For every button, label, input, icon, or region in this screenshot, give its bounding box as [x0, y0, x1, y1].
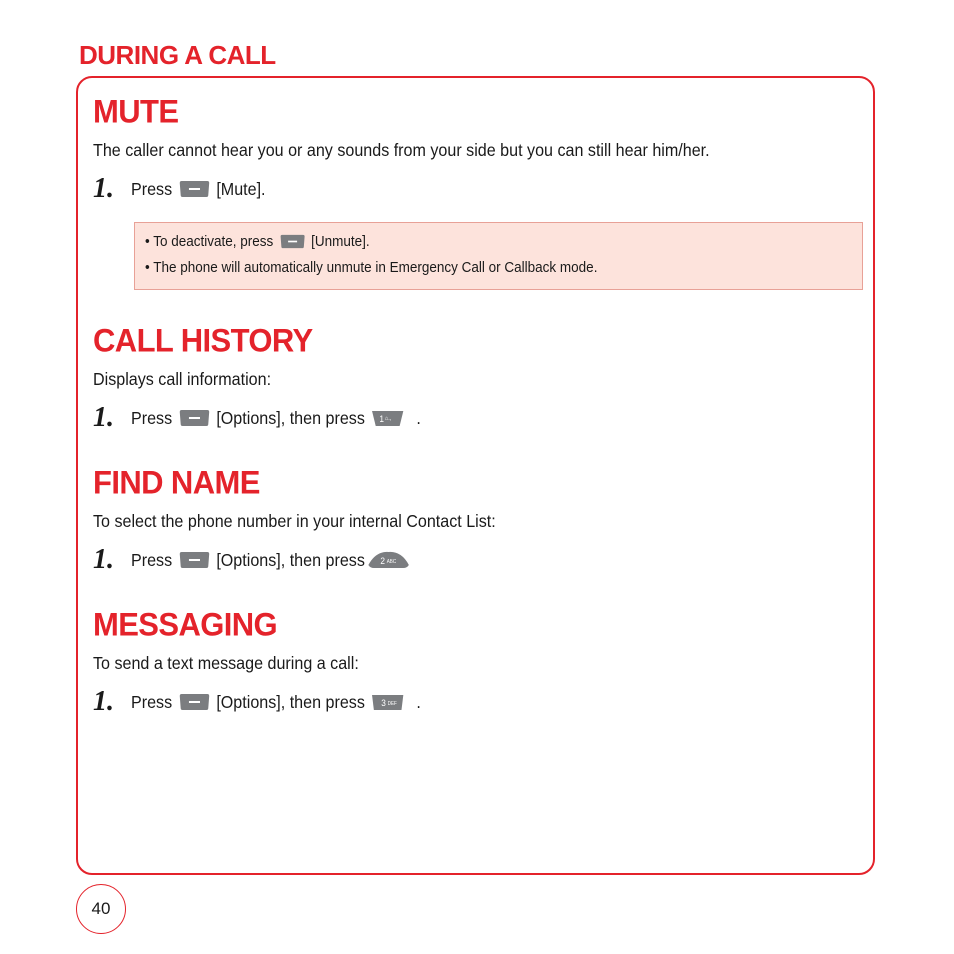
- mute-title: MUTE: [93, 93, 179, 130]
- find-name-description: To select the phone number in your internal Contact List:: [93, 511, 496, 531]
- mute-step: [93, 173, 277, 205]
- call-history-title: CALL HISTORY: [93, 322, 313, 359]
- key-1-label: 1: [379, 413, 385, 425]
- left-soft-key-icon: [178, 550, 211, 570]
- step-number: 1.: [93, 544, 114, 575]
- key-3-icon: [370, 692, 405, 712]
- step-action-label: [Options], then press: [216, 407, 365, 428]
- call-history-description: Displays call information:: [93, 369, 272, 389]
- step-end-label: .: [416, 691, 421, 712]
- call-history-step: [93, 402, 446, 434]
- step-press-label: Press: [131, 407, 173, 428]
- left-soft-key-icon: [178, 179, 211, 199]
- step-press-label: Press: [131, 178, 173, 199]
- note-line-emergency: • The phone will automatically unmute in Emergency Call or Callback mode.: [145, 259, 598, 276]
- step-end-label: .: [416, 407, 421, 428]
- key-2-sub-label: ABC: [386, 559, 397, 566]
- step-number: 1.: [93, 402, 114, 433]
- page-number: 40: [76, 884, 126, 934]
- step-action-label: [Options], then press: [216, 549, 365, 570]
- left-soft-key-icon: [178, 692, 211, 712]
- find-name-title: FIND NAME: [93, 464, 260, 501]
- svg-text:⌂.,: ⌂.,: [385, 415, 392, 423]
- step-press-label: Press: [131, 691, 173, 712]
- key-2-label: 2: [380, 555, 386, 567]
- note-box: [134, 222, 863, 290]
- key-2-icon: [367, 549, 411, 571]
- step-press-label: Press: [131, 549, 173, 570]
- step-number: 1.: [93, 686, 114, 717]
- step-number: 1.: [93, 173, 114, 204]
- left-soft-key-icon: [279, 233, 306, 250]
- note-text: [Unmute].: [311, 233, 370, 250]
- messaging-title: MESSAGING: [93, 606, 278, 643]
- note-line-deactivate: [145, 233, 370, 250]
- key-1-icon: [370, 408, 405, 428]
- find-name-step: [93, 544, 441, 576]
- step-action-label: [Mute].: [216, 178, 266, 199]
- key-3-label: 3: [381, 697, 387, 709]
- mute-description: The caller cannot hear you or any sounds from your side but you can still hear him/her.: [93, 140, 710, 160]
- section-header: DURING A CALL: [79, 40, 276, 70]
- messaging-description: To send a text message during a call:: [93, 653, 359, 673]
- note-text: • To deactivate, press: [145, 233, 274, 250]
- left-soft-key-icon: [178, 408, 211, 428]
- messaging-step: [93, 686, 446, 718]
- step-action-label: [Options], then press: [216, 691, 365, 712]
- key-3-sub-label: DEF: [387, 701, 398, 708]
